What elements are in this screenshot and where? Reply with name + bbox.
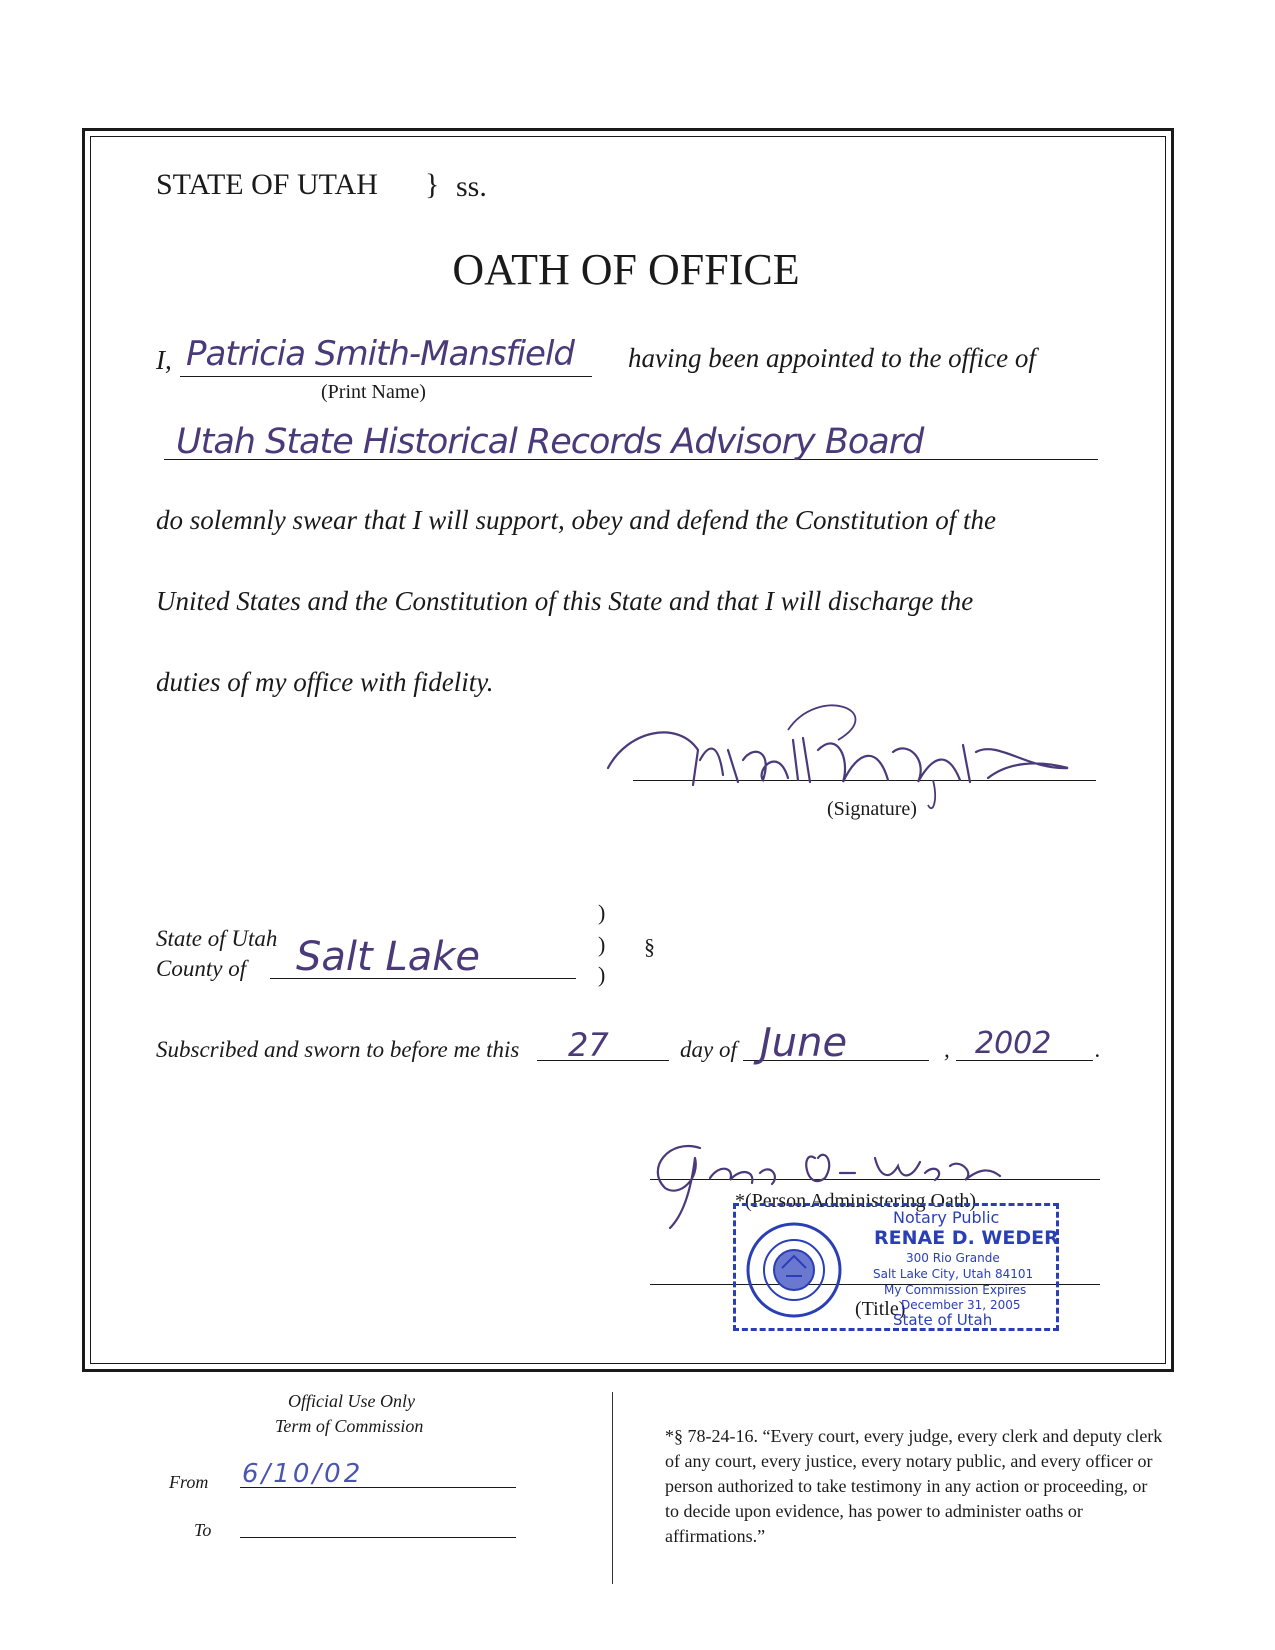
stamp-line-1: Notary Public bbox=[893, 1208, 1000, 1227]
state-header: STATE OF UTAH bbox=[156, 168, 378, 201]
title-label: (Title) bbox=[855, 1298, 906, 1320]
venue-county-label: County of bbox=[156, 956, 247, 981]
venue-section-symbol: § bbox=[644, 934, 655, 959]
statute-footnote: *§ 78-24-16. “Every court, every judge, every clerk and deputy clerk of any court, every justice, every notary public, and every officer or person authorized to take testimony in any action or proceeding, or to decide upon evidence, has power to administer oaths or affirmations.” bbox=[665, 1426, 1163, 1546]
notary-stamp bbox=[733, 1203, 1059, 1331]
year-comma: , bbox=[944, 1037, 950, 1062]
stamp-line-3: 300 Rio Grande bbox=[906, 1251, 1000, 1265]
stamp-line-2: RENAE D. WEDER bbox=[874, 1227, 1059, 1249]
oath-line-1: do solemnly swear that I will support, obey and defend the Constitution of the bbox=[156, 505, 996, 535]
to-line bbox=[240, 1537, 516, 1538]
day-of-label: day of bbox=[680, 1037, 737, 1062]
to-label: To bbox=[194, 1520, 212, 1540]
month-handwritten: June bbox=[760, 1020, 848, 1066]
sworn-prefix: Subscribed and sworn to before me this bbox=[156, 1037, 520, 1062]
document-title: OATH OF OFFICE bbox=[452, 245, 800, 294]
stamp-line-6: December 31, 2005 bbox=[901, 1298, 1021, 1312]
stamp-line-4: Salt Lake City, Utah 84101 bbox=[873, 1267, 1034, 1281]
venue-paren-3: ) bbox=[598, 962, 606, 987]
footer-divider bbox=[612, 1392, 613, 1584]
stamp-line-7: State of Utah bbox=[893, 1311, 993, 1329]
state-brace: } bbox=[425, 168, 440, 201]
venue-paren-2: ) bbox=[598, 932, 606, 957]
day-handwritten: 27 bbox=[568, 1026, 609, 1064]
print-name-line bbox=[180, 376, 592, 377]
ss-label: ss. bbox=[456, 170, 487, 203]
official-use-heading: Official Use Only bbox=[288, 1391, 415, 1411]
oath-line-2: United States and the Constitution of this State and that I will discharge the bbox=[156, 586, 974, 616]
office-handwritten: Utah State Historical Records Advisory Board bbox=[176, 422, 924, 462]
term-of-commission-heading: Term of Commission bbox=[275, 1416, 424, 1436]
appointed-text: having been appointed to the office of bbox=[628, 343, 1036, 373]
sworn-period: . bbox=[1095, 1037, 1101, 1062]
signature-label: (Signature) bbox=[827, 798, 917, 820]
print-name-label: (Print Name) bbox=[321, 381, 426, 403]
oath-line-3: duties of my office with fidelity. bbox=[156, 667, 494, 697]
from-label: From bbox=[169, 1472, 209, 1492]
venue-paren-1: ) bbox=[598, 900, 606, 925]
name-handwritten: Patricia Smith-Mansfield bbox=[186, 334, 574, 374]
stamp-line-5: My Commission Expires bbox=[884, 1283, 1027, 1297]
from-handwritten: 6/10/02 bbox=[242, 1459, 364, 1489]
administrator-label: *(Person Administering Oath) bbox=[735, 1190, 977, 1212]
state-seal-icon bbox=[744, 1220, 844, 1320]
venue-state-label: State of Utah bbox=[156, 926, 278, 951]
county-handwritten: Salt Lake bbox=[296, 934, 480, 980]
i-prefix: I, bbox=[156, 345, 172, 375]
year-handwritten: 2002 bbox=[975, 1026, 1052, 1061]
